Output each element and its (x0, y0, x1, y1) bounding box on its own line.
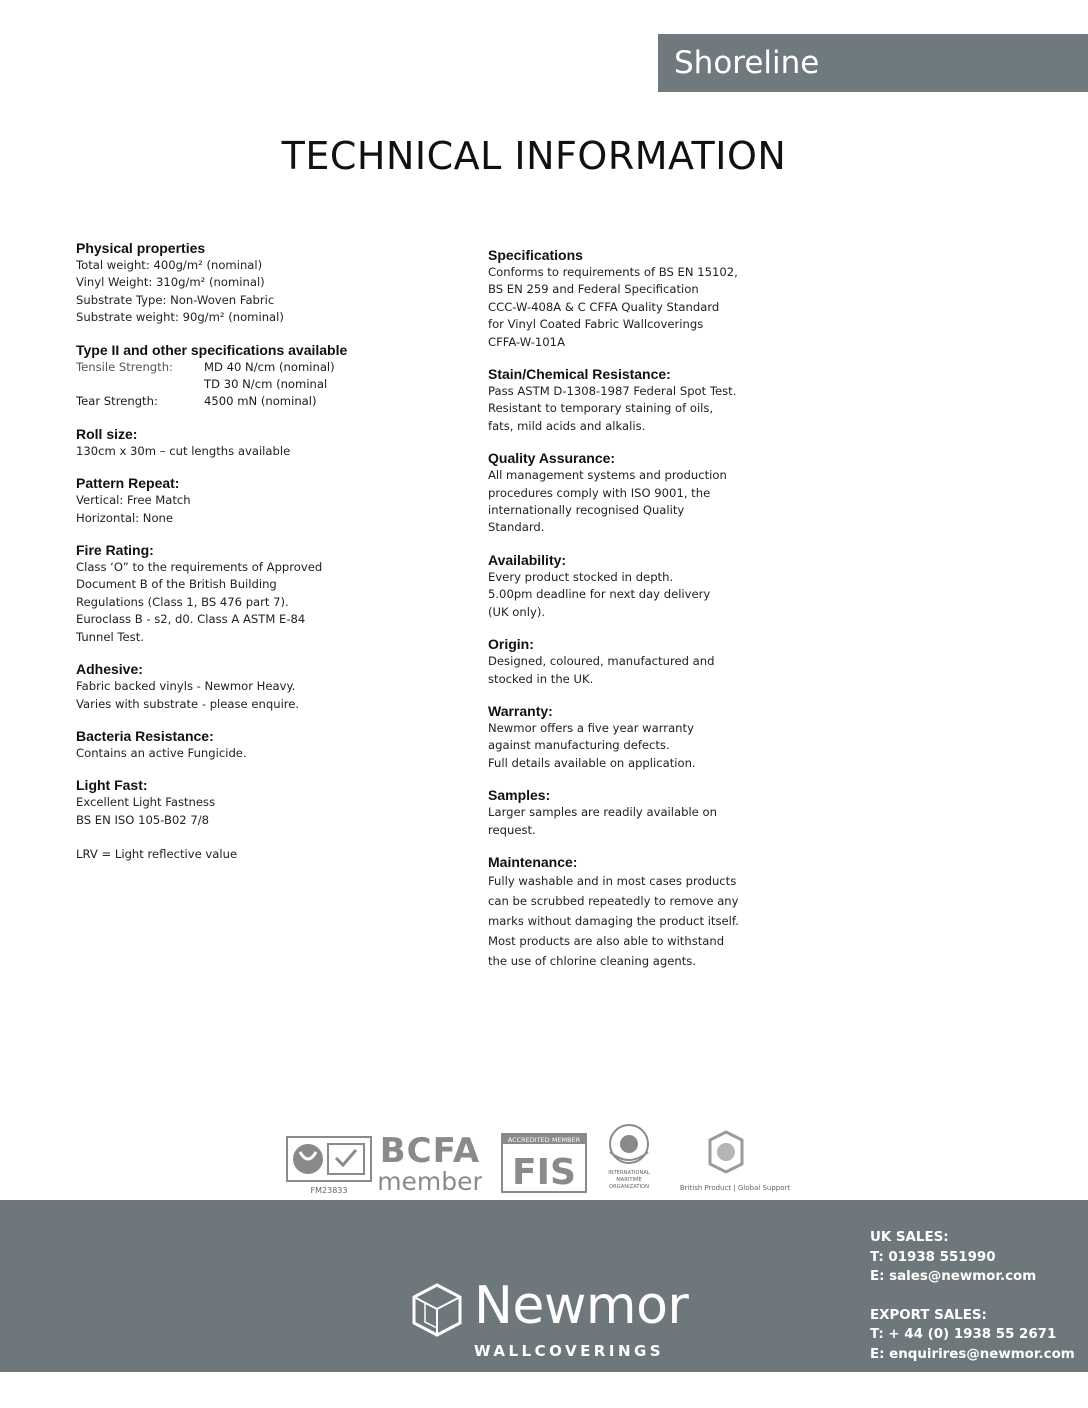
text-line: Fabric backed vinyls - Newmor Heavy. (76, 679, 296, 694)
uk-email[interactable]: E: sales@newmor.com (870, 1269, 1037, 1284)
text-line: the use of chlorine cleaning agents. (488, 953, 696, 968)
cert-code: FM23833 (310, 1186, 348, 1195)
imo-line: MARITIME (616, 1177, 642, 1183)
brand-name: Newmor (474, 1276, 689, 1336)
fis-text: FIS (512, 1152, 576, 1193)
maintenance-section (488, 854, 758, 971)
text-line: fats, mild acids and alkalis. (488, 418, 646, 433)
text-line: Excellent Light Fastness (76, 795, 216, 810)
export-email[interactable]: E: enquirires@newmor.com (870, 1346, 1075, 1362)
text-line: Standard. (488, 520, 545, 535)
text-line: marks without damaging the product itself. (488, 913, 739, 928)
text-line: Vertical: Free Match (76, 493, 191, 508)
text-line: Larger samples are readily available on (488, 805, 717, 820)
adhesive-section (76, 661, 406, 713)
text-line: Varies with substrate - please enquire. (76, 696, 300, 711)
text-line: Every product stocked in depth. (488, 569, 674, 584)
specifications-section (488, 247, 758, 351)
text-line: Pass ASTM D-1308-1987 Federal Spot Test. (488, 384, 737, 399)
document-banner: Shoreline (658, 34, 1088, 92)
text-line: Contains an active Fungicide. (76, 745, 247, 760)
text-line: Full details available on application. (488, 755, 696, 770)
text-line: Document B of the British Building (76, 577, 277, 592)
text-line: procedures comply with ISO 9001, the (488, 485, 711, 500)
text-line: Substrate Type: Non-Woven Fabric (76, 292, 275, 307)
text-line: Vinyl Weight: 310g/m² (nominal) (76, 275, 265, 290)
british-product-text: British Product | Global Support (679, 1184, 791, 1192)
spec-row (76, 376, 406, 393)
section-heading: Type II and other specifications available (76, 341, 348, 358)
stain-resistance-section (488, 366, 758, 435)
quality-assurance-section (488, 450, 758, 537)
text-line: Fully washable and in most cases products (488, 873, 737, 888)
spec-value: 4500 mN (nominal) (204, 394, 317, 409)
text-line: Newmor offers a five year warranty (488, 720, 694, 735)
text-line: Conforms to requirements of BS EN 15102, (488, 265, 738, 279)
section-heading: Light Fast: (76, 777, 148, 794)
spec-key (76, 376, 204, 393)
uk-sales-heading: UK SALES: (870, 1230, 949, 1245)
sales-contacts (870, 1228, 1075, 1364)
british-product-logo (676, 1128, 794, 1199)
spec-value: MD 40 N/cm (nominal) (204, 359, 335, 374)
physical-properties-section (76, 240, 406, 327)
section-heading: Warranty: (488, 702, 553, 719)
section-heading: Physical properties (76, 240, 206, 256)
text-line: 5.00pm deadline for next day delivery (488, 587, 711, 602)
section-heading: Availability: (488, 551, 567, 568)
text-line: Designed, coloured, manufactured and (488, 654, 715, 669)
roll-size-section (76, 426, 406, 460)
text-line: Most products are also able to withstand (488, 933, 725, 948)
text-line: Resistant to temporary staining of oils, (488, 401, 714, 416)
page-title: TECHNICAL INFORMATION (281, 134, 787, 178)
text-line: 130cm x 30m – cut lengths available (76, 443, 291, 458)
light-fast-section (76, 777, 406, 863)
section-heading: Origin: (488, 636, 534, 653)
section-heading: Roll size: (76, 425, 138, 442)
text-line: against manufacturing defects. (488, 738, 670, 753)
text-line: BS EN 259 and Federal Specification (488, 282, 699, 297)
text-line: Horizontal: None (76, 510, 174, 525)
text-line: internationally recognised Quality (488, 503, 685, 518)
section-heading: Bacteria Resistance: (76, 727, 214, 744)
text-line: Total weight: 400g/m² (nominal) (76, 258, 263, 272)
section-heading: Maintenance: (488, 853, 578, 870)
samples-section (488, 787, 758, 839)
warranty-section (488, 703, 758, 772)
section-heading: Samples: (488, 787, 551, 804)
bcfa-member-text: member (378, 1167, 482, 1194)
bcfa-member-logo (378, 1130, 482, 1199)
text-line: Substrate weight: 90g/m² (nominal) (76, 310, 284, 325)
export-phone: T: + 44 (0) 1938 55 2671 (870, 1327, 1057, 1342)
type-ii-section (76, 342, 406, 411)
imo-line: ORGANIZATION (608, 1184, 650, 1190)
fire-rating-section (76, 542, 406, 646)
spec-row (76, 393, 406, 410)
bsi-certification-logo (286, 1136, 372, 1201)
uk-phone: T: 01938 551990 (870, 1249, 996, 1265)
certification-logos (280, 1122, 800, 1194)
section-heading: Adhesive: (76, 661, 143, 678)
text-line: Tunnel Test. (76, 629, 144, 644)
spec-value: TD 30 N/cm (nominal (204, 377, 328, 392)
text-line: All management systems and production (488, 468, 727, 483)
fis-banner-text: ACCREDITED MEMBER (507, 1136, 581, 1144)
newmor-logo-icon (410, 1282, 464, 1338)
text-line: CCC-W-408A & C CFFA Quality Standard (488, 299, 720, 314)
section-heading: Pattern Repeat: (76, 475, 180, 492)
text-line: Euroclass B - s2, d0. Class A ASTM E-84 (76, 612, 306, 627)
imo-line: INTERNATIONAL (608, 1170, 650, 1176)
text-line: for Vinyl Coated Fabric Wallcoverings (488, 317, 704, 332)
spec-key: Tear Strength: (76, 394, 158, 409)
spec-row (76, 359, 406, 376)
imo-logo (596, 1122, 662, 1199)
text-line: request. (488, 822, 536, 837)
footer (0, 1200, 1088, 1372)
text-line: (UK only). (488, 604, 546, 619)
lrv-note: LRV = Light reflective value (76, 847, 238, 862)
text-line: can be scrubbed repeatedly to remove any (488, 893, 739, 908)
section-heading: Quality Assurance: (488, 450, 616, 467)
spec-key: Tensile Strength: (76, 359, 173, 374)
section-heading: Specifications (488, 247, 583, 263)
text-line: CFFA-W-101A (488, 334, 565, 349)
section-heading: Fire Rating: (76, 542, 154, 559)
text-line: Class ‘O” to the requirements of Approved (76, 560, 323, 575)
section-heading: Stain/Chemical Resistance: (488, 366, 671, 383)
export-sales-heading: EXPORT SALES: (870, 1307, 987, 1323)
left-column (76, 240, 406, 879)
text-line: BS EN ISO 105-B02 7/8 (76, 812, 210, 827)
right-column (488, 247, 758, 986)
fis-accredited-logo (500, 1132, 588, 1199)
text-line: stocked in the UK. (488, 671, 594, 686)
bcfa-text: BCFA (379, 1131, 481, 1171)
pattern-repeat-section (76, 475, 406, 527)
brand-subtitle: WALLCOVERINGS (474, 1342, 665, 1360)
bacteria-resistance-section (76, 728, 406, 762)
origin-section (488, 636, 758, 688)
availability-section (488, 552, 758, 621)
text-line: Regulations (Class 1, BS 476 part 7). (76, 594, 289, 609)
